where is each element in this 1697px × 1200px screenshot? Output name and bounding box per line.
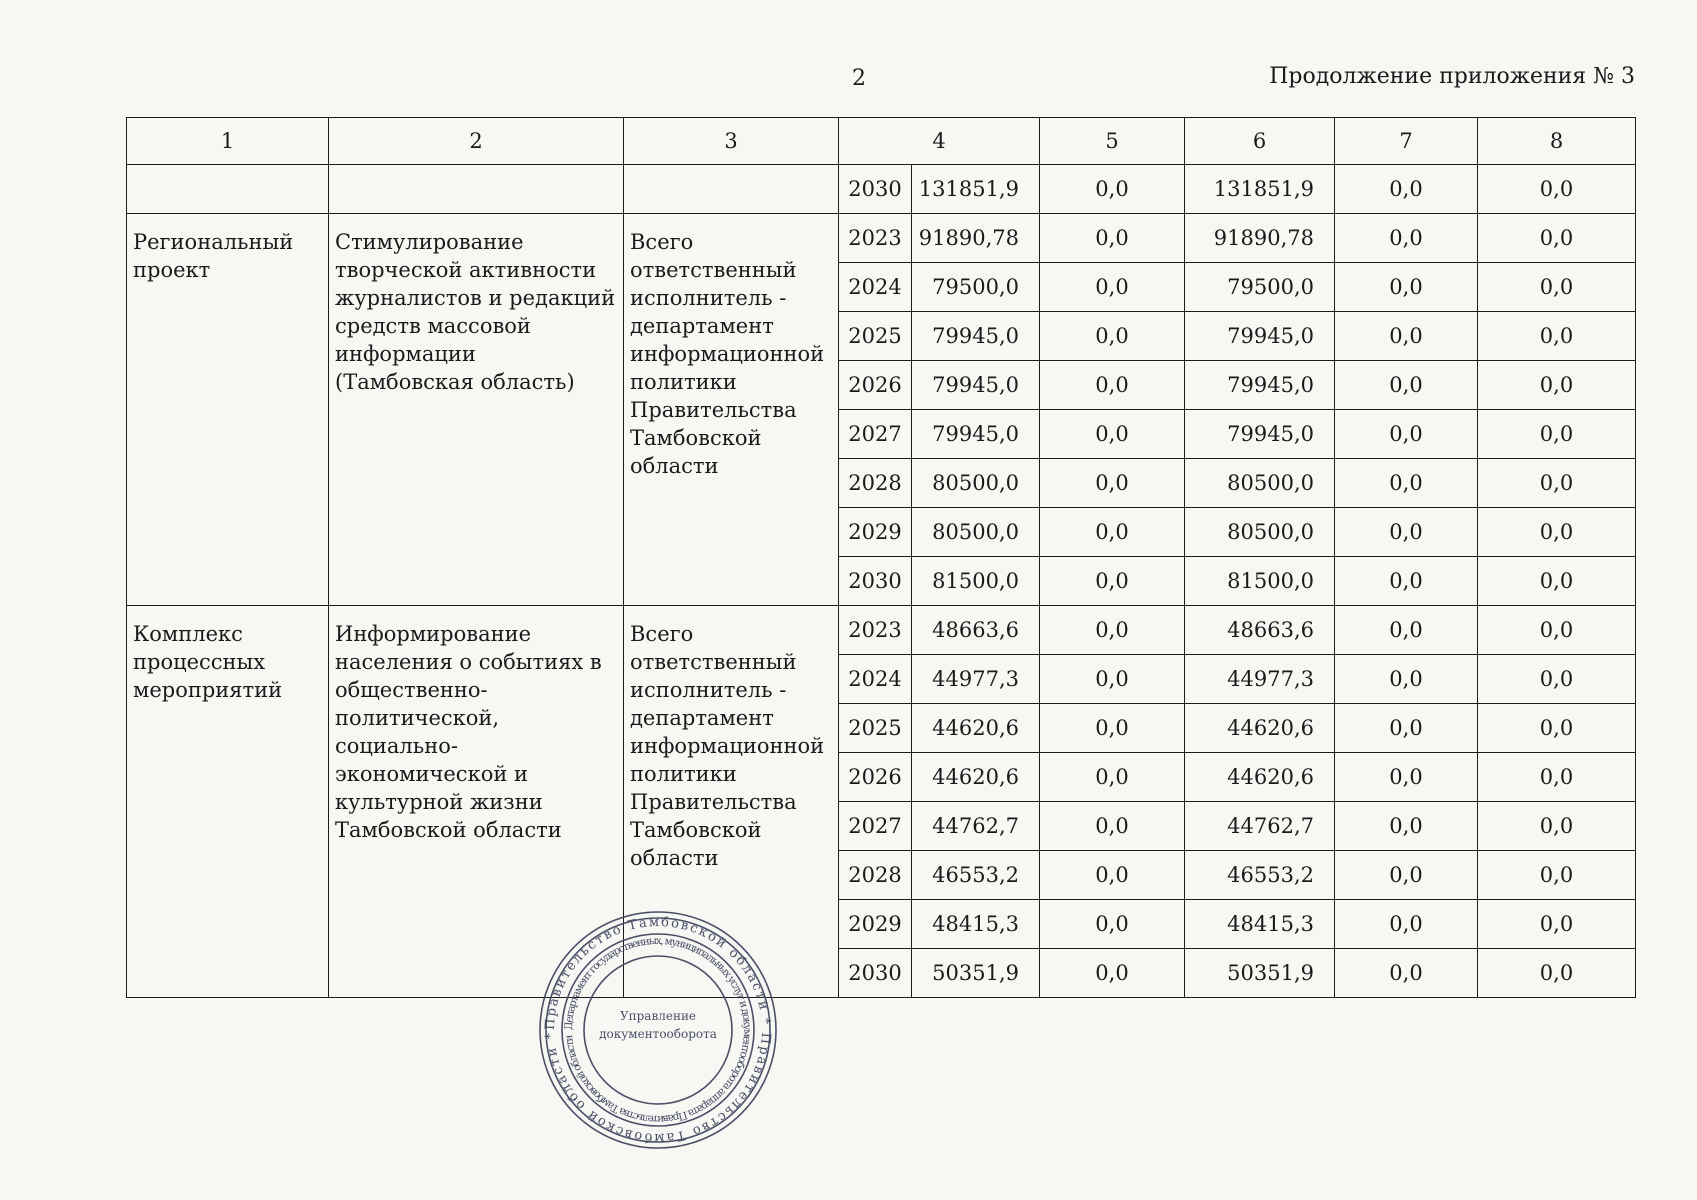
header-col-3: 3 bbox=[624, 118, 839, 165]
empty-cell bbox=[127, 165, 329, 214]
col6-cell: 79945,0 bbox=[1185, 361, 1335, 410]
col7-cell: 0,0 bbox=[1335, 802, 1478, 851]
col5-cell: 0,0 bbox=[1040, 312, 1185, 361]
total-cell: 79945,0 bbox=[912, 410, 1040, 459]
group-name-cell: Информирование населения о событиях в общественно-политической, социально-экономической и культурной жизни Тамбовской области bbox=[329, 606, 624, 998]
col6-cell: 44762,7 bbox=[1185, 802, 1335, 851]
col8-cell: 0,0 bbox=[1478, 557, 1636, 606]
table-row bbox=[127, 606, 1636, 655]
empty-cell bbox=[329, 165, 624, 214]
col6-cell: 80500,0 bbox=[1185, 508, 1335, 557]
year-cell: 2024 bbox=[839, 655, 912, 704]
col6-cell: 48415,3 bbox=[1185, 900, 1335, 949]
col6-cell: 79945,0 bbox=[1185, 312, 1335, 361]
col8-cell: 0,0 bbox=[1478, 655, 1636, 704]
year-cell: 2024 bbox=[839, 263, 912, 312]
group-name-cell: Стимулирование творческой активности журналистов и редакций средств массовой информации (Тамбовская область) bbox=[329, 214, 624, 606]
col5-cell: 0,0 bbox=[1040, 410, 1185, 459]
col6-cell: 44977,3 bbox=[1185, 655, 1335, 704]
year-cell: 2025 bbox=[839, 704, 912, 753]
total-cell: 79945,0 bbox=[912, 312, 1040, 361]
header-col-1: 1 bbox=[127, 118, 329, 165]
col6-cell: 46553,2 bbox=[1185, 851, 1335, 900]
col7-cell: 0,0 bbox=[1335, 361, 1478, 410]
col7-cell: 0,0 bbox=[1335, 410, 1478, 459]
col7-cell: 0,0 bbox=[1335, 606, 1478, 655]
year-cell: 2026 bbox=[839, 753, 912, 802]
group-responsible-cell: Всего ответственный исполнитель - департамент информационной политики Правительства Тамбовской области bbox=[624, 214, 839, 606]
header-col-8: 8 bbox=[1478, 118, 1636, 165]
seal-center-line-1: Управление bbox=[619, 1009, 697, 1023]
year-cell: 2028 bbox=[839, 459, 912, 508]
table-row bbox=[127, 165, 1636, 214]
col8-cell: 0,0 bbox=[1478, 165, 1636, 214]
col5-cell: 0,0 bbox=[1040, 802, 1185, 851]
col7-cell: 0,0 bbox=[1335, 263, 1478, 312]
total-cell: 50351,9 bbox=[912, 949, 1040, 998]
year-cell: 2026 bbox=[839, 361, 912, 410]
col5-cell: 0,0 bbox=[1040, 263, 1185, 312]
col7-cell: 0,0 bbox=[1335, 312, 1478, 361]
col8-cell: 0,0 bbox=[1478, 606, 1636, 655]
table-row bbox=[127, 214, 1636, 263]
year-cell: 2030 bbox=[839, 165, 912, 214]
col5-cell: 0,0 bbox=[1040, 851, 1185, 900]
continuation-label: Продолжение приложения № 3 bbox=[1269, 64, 1635, 89]
total-cell: 81500,0 bbox=[912, 557, 1040, 606]
header-row bbox=[127, 118, 1636, 165]
header-col-5: 5 bbox=[1040, 118, 1185, 165]
col6-cell: 91890,78 bbox=[1185, 214, 1335, 263]
col8-cell: 0,0 bbox=[1478, 214, 1636, 263]
total-cell: 79945,0 bbox=[912, 361, 1040, 410]
col6-cell: 50351,9 bbox=[1185, 949, 1335, 998]
empty-cell bbox=[624, 165, 839, 214]
col8-cell: 0,0 bbox=[1478, 851, 1636, 900]
col7-cell: 0,0 bbox=[1335, 557, 1478, 606]
group-type-cell: Комплекс процессных мероприятий bbox=[127, 606, 329, 998]
group-responsible-cell: Всего ответственный исполнитель - департамент информационной политики Правительства Тамбовской области bbox=[624, 606, 839, 998]
total-cell: 48663,6 bbox=[912, 606, 1040, 655]
total-cell: 131851,9 bbox=[912, 165, 1040, 214]
col7-cell: 0,0 bbox=[1335, 900, 1478, 949]
col7-cell: 0,0 bbox=[1335, 753, 1478, 802]
col7-cell: 0,0 bbox=[1335, 165, 1478, 214]
col6-cell: 81500,0 bbox=[1185, 557, 1335, 606]
col8-cell: 0,0 bbox=[1478, 900, 1636, 949]
col5-cell: 0,0 bbox=[1040, 214, 1185, 263]
col5-cell: 0,0 bbox=[1040, 900, 1185, 949]
col6-cell: 79945,0 bbox=[1185, 410, 1335, 459]
col8-cell: 0,0 bbox=[1478, 459, 1636, 508]
col7-cell: 0,0 bbox=[1335, 214, 1478, 263]
col8-cell: 0,0 bbox=[1478, 410, 1636, 459]
col8-cell: 0,0 bbox=[1478, 312, 1636, 361]
seal-center-line-2: документооборота bbox=[599, 1027, 717, 1041]
col7-cell: 0,0 bbox=[1335, 704, 1478, 753]
year-cell: 2028 bbox=[839, 851, 912, 900]
total-cell: 44620,6 bbox=[912, 753, 1040, 802]
total-cell: 48415,3 bbox=[912, 900, 1040, 949]
col7-cell: 0,0 bbox=[1335, 459, 1478, 508]
header-col-2: 2 bbox=[329, 118, 624, 165]
col8-cell: 0,0 bbox=[1478, 802, 1636, 851]
total-cell: 79500,0 bbox=[912, 263, 1040, 312]
col8-cell: 0,0 bbox=[1478, 508, 1636, 557]
col5-cell: 0,0 bbox=[1040, 949, 1185, 998]
col6-cell: 80500,0 bbox=[1185, 459, 1335, 508]
total-cell: 91890,78 bbox=[912, 214, 1040, 263]
col7-cell: 0,0 bbox=[1335, 508, 1478, 557]
year-cell: 2029 bbox=[839, 900, 912, 949]
header-col-4: 4 bbox=[839, 118, 1040, 165]
year-cell: 2025 bbox=[839, 312, 912, 361]
col5-cell: 0,0 bbox=[1040, 361, 1185, 410]
col8-cell: 0,0 bbox=[1478, 361, 1636, 410]
col6-cell: 131851,9 bbox=[1185, 165, 1335, 214]
year-cell: 2027 bbox=[839, 410, 912, 459]
col6-cell: 79500,0 bbox=[1185, 263, 1335, 312]
col6-cell: 48663,6 bbox=[1185, 606, 1335, 655]
total-cell: 44620,6 bbox=[912, 704, 1040, 753]
col8-cell: 0,0 bbox=[1478, 753, 1636, 802]
budget-table bbox=[126, 117, 1636, 998]
col5-cell: 0,0 bbox=[1040, 655, 1185, 704]
year-cell: 2030 bbox=[839, 557, 912, 606]
col8-cell: 0,0 bbox=[1478, 949, 1636, 998]
col8-cell: 0,0 bbox=[1478, 263, 1636, 312]
total-cell: 44762,7 bbox=[912, 802, 1040, 851]
page-number: 2 bbox=[852, 66, 866, 91]
col5-cell: 0,0 bbox=[1040, 165, 1185, 214]
header-col-6: 6 bbox=[1185, 118, 1335, 165]
header-col-7: 7 bbox=[1335, 118, 1478, 165]
year-cell: 2029 bbox=[839, 508, 912, 557]
year-cell: 2023 bbox=[839, 214, 912, 263]
col6-cell: 44620,6 bbox=[1185, 753, 1335, 802]
group-type-cell: Региональный проект bbox=[127, 214, 329, 606]
year-cell: 2023 bbox=[839, 606, 912, 655]
col5-cell: 0,0 bbox=[1040, 753, 1185, 802]
col7-cell: 0,0 bbox=[1335, 851, 1478, 900]
col5-cell: 0,0 bbox=[1040, 459, 1185, 508]
seal-middle-text: Департамент государственных, муниципальных услуг и документооборота аппарата Правительства Тамбовской области bbox=[562, 934, 754, 1126]
total-cell: 80500,0 bbox=[912, 508, 1040, 557]
col7-cell: 0,0 bbox=[1335, 949, 1478, 998]
col6-cell: 44620,6 bbox=[1185, 704, 1335, 753]
col8-cell: 0,0 bbox=[1478, 704, 1636, 753]
col7-cell: 0,0 bbox=[1335, 655, 1478, 704]
col5-cell: 0,0 bbox=[1040, 606, 1185, 655]
total-cell: 80500,0 bbox=[912, 459, 1040, 508]
year-cell: 2030 bbox=[839, 949, 912, 998]
official-seal bbox=[536, 908, 780, 1152]
col5-cell: 0,0 bbox=[1040, 508, 1185, 557]
col5-cell: 0,0 bbox=[1040, 704, 1185, 753]
year-cell: 2027 bbox=[839, 802, 912, 851]
seal-outer-text: Правительство Тамбовской области * Правительство Тамбовской области * bbox=[542, 914, 774, 1146]
total-cell: 44977,3 bbox=[912, 655, 1040, 704]
total-cell: 46553,2 bbox=[912, 851, 1040, 900]
col5-cell: 0,0 bbox=[1040, 557, 1185, 606]
